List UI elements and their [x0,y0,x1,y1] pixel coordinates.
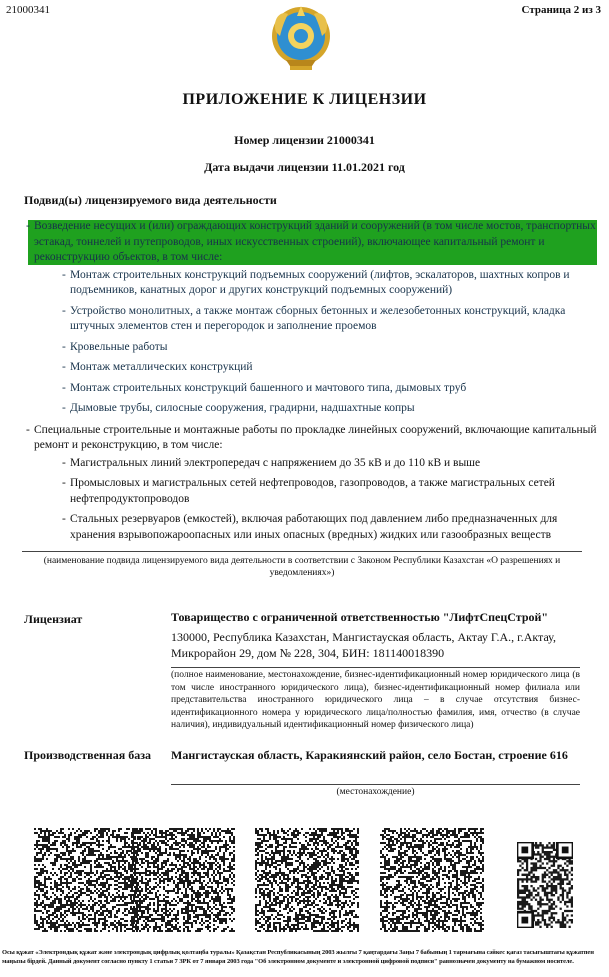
license-number: Номер лицензии 21000341 [234,133,375,147]
license-issue-date: Дата выдачи лицензии 11.01.2021 год [204,160,405,174]
legal-footer: Осы құжат «Электрондық құжат және электрондық цифрлық қолтаңба туралы» Қазақстан Республикасының 2003 жылғы 7 қаңтардағы Заңы 7 бабының 1 тармағына сәйкес қағаз тасығыштағы құжатпен маңызы бірдей. Данный документ согласно пункту 1 статьи 7 ЗРК от 7 января 2003 года "Об электронном документе и электронной цифровой подписи" равнозначен документу на бумажном носителе. [2,949,594,965]
production-base-note: (местонахождение) [336,787,415,797]
activity-subitem: - Монтаж строительных конструкций подъемных сооружений (лифтов, эскалаторов, шахтных копров и подъемников, канатных дорог и других конструкций подъемных сооружений) [60,268,602,299]
document-number: 21000341 [6,4,50,16]
subtypes-heading: Подвид(ы) лицензируемого вида деятельности [24,193,277,207]
licensee-block [171,609,580,625]
activity-text: Специальные строительные и монтажные работы по прокладке линейных сооружений, включающие капитальный ремонт и реконструкцию, в том числе: [34,423,597,451]
page-title: ПРИЛОЖЕНИЕ К ЛИЦЕНЗИИ [182,91,427,108]
licensee-note: (полное наименование, местонахождение, бизнес-идентификационный номер юридического лица (в том числе иностранного юридического лица), бизнес-идентификационный номер филиала или представительства иностранного юридического лица – в случае отсутствия бизнес-идентификационного номера у юридического лица/полностью фамилия, имя, отчество (в случае наличия), индивидуальный идентификационный номер физического лица) [171,670,580,730]
divider [171,784,580,785]
activity-subitem: - Монтаж металлических конструкций [60,360,602,376]
activity-subitem: - Магистральных линий электропередач с напряжением до 35 кВ и до 110 кВ и выше [60,456,602,472]
licensee-address: 130000, Республика Казахстан, Мангистауская область, Актау Г.А., г.Актау, Микрорайон 29, дом № 228, 304, БИН: 181140018390 [171,630,556,660]
activity-item [22,423,602,544]
activity-subitem: - Дымовые трубы, силосные сооружения, градирни, надшахтные копры [60,401,602,417]
licensee-name: Товарищество с ограниченной ответственностью "ЛифтСпецСтрой" [171,610,549,624]
signature-code-icon [380,828,484,932]
divider [171,667,580,668]
page-indicator: Страница 2 из 3 [521,4,601,16]
activity-subitem: - Монтаж строительных конструкций башенного и мачтового типа, дымовых труб [60,381,602,397]
subtype-note: (наименование подвида лицензируемого вида деятельности в соответствии с Законом Республики Казахстан «О разрешениях и уведомлениях») [43,556,561,578]
activity-item [22,219,602,417]
activity-subitem: - Устройство монолитных, а также монтаж сборных бетонных и железобетонных конструкций, кладка штучных элементов стен и перегородок и заполнение проемов [60,304,602,335]
activity-subitem: - Кровельные работы [60,340,602,356]
activity-subitem: - Стальных резервуаров (емкостей), включая работающих под давлением либо предназначенных для хранения взрывопожароопасных или иных опасных (вредных) жидких или газообразных веществ [60,512,602,543]
activity-subitems [60,456,602,544]
signature-code-icon [34,828,138,932]
production-base-address: Мангистауская область, Каракиянский район, село Бостан, строение 616 [171,748,568,762]
activity-text: Возведение несущих и (или) ограждающих конструкций зданий и сооружений (в том числе мостов, транспортных эстакад, тоннелей и путепроводов, иных искусственных строений), включающее капитальный ремонт и реконструкцию объектов, в том числе: [34,220,596,263]
divider [22,551,582,552]
activity-list [22,219,602,549]
qr-code-icon [517,842,573,928]
production-base-label: Производственная база [24,748,152,762]
activity-subitem: - Промысловых и магистральных сетей нефтепроводов, газопроводов, а также магистральных сетей нефтепродуктопроводов [60,476,602,507]
licensee-label: Лицензиат [24,612,83,626]
activity-subitems [60,268,602,417]
state-emblem-icon [270,2,332,74]
signature-code-icon [255,828,359,932]
signature-code-icon [131,828,235,932]
